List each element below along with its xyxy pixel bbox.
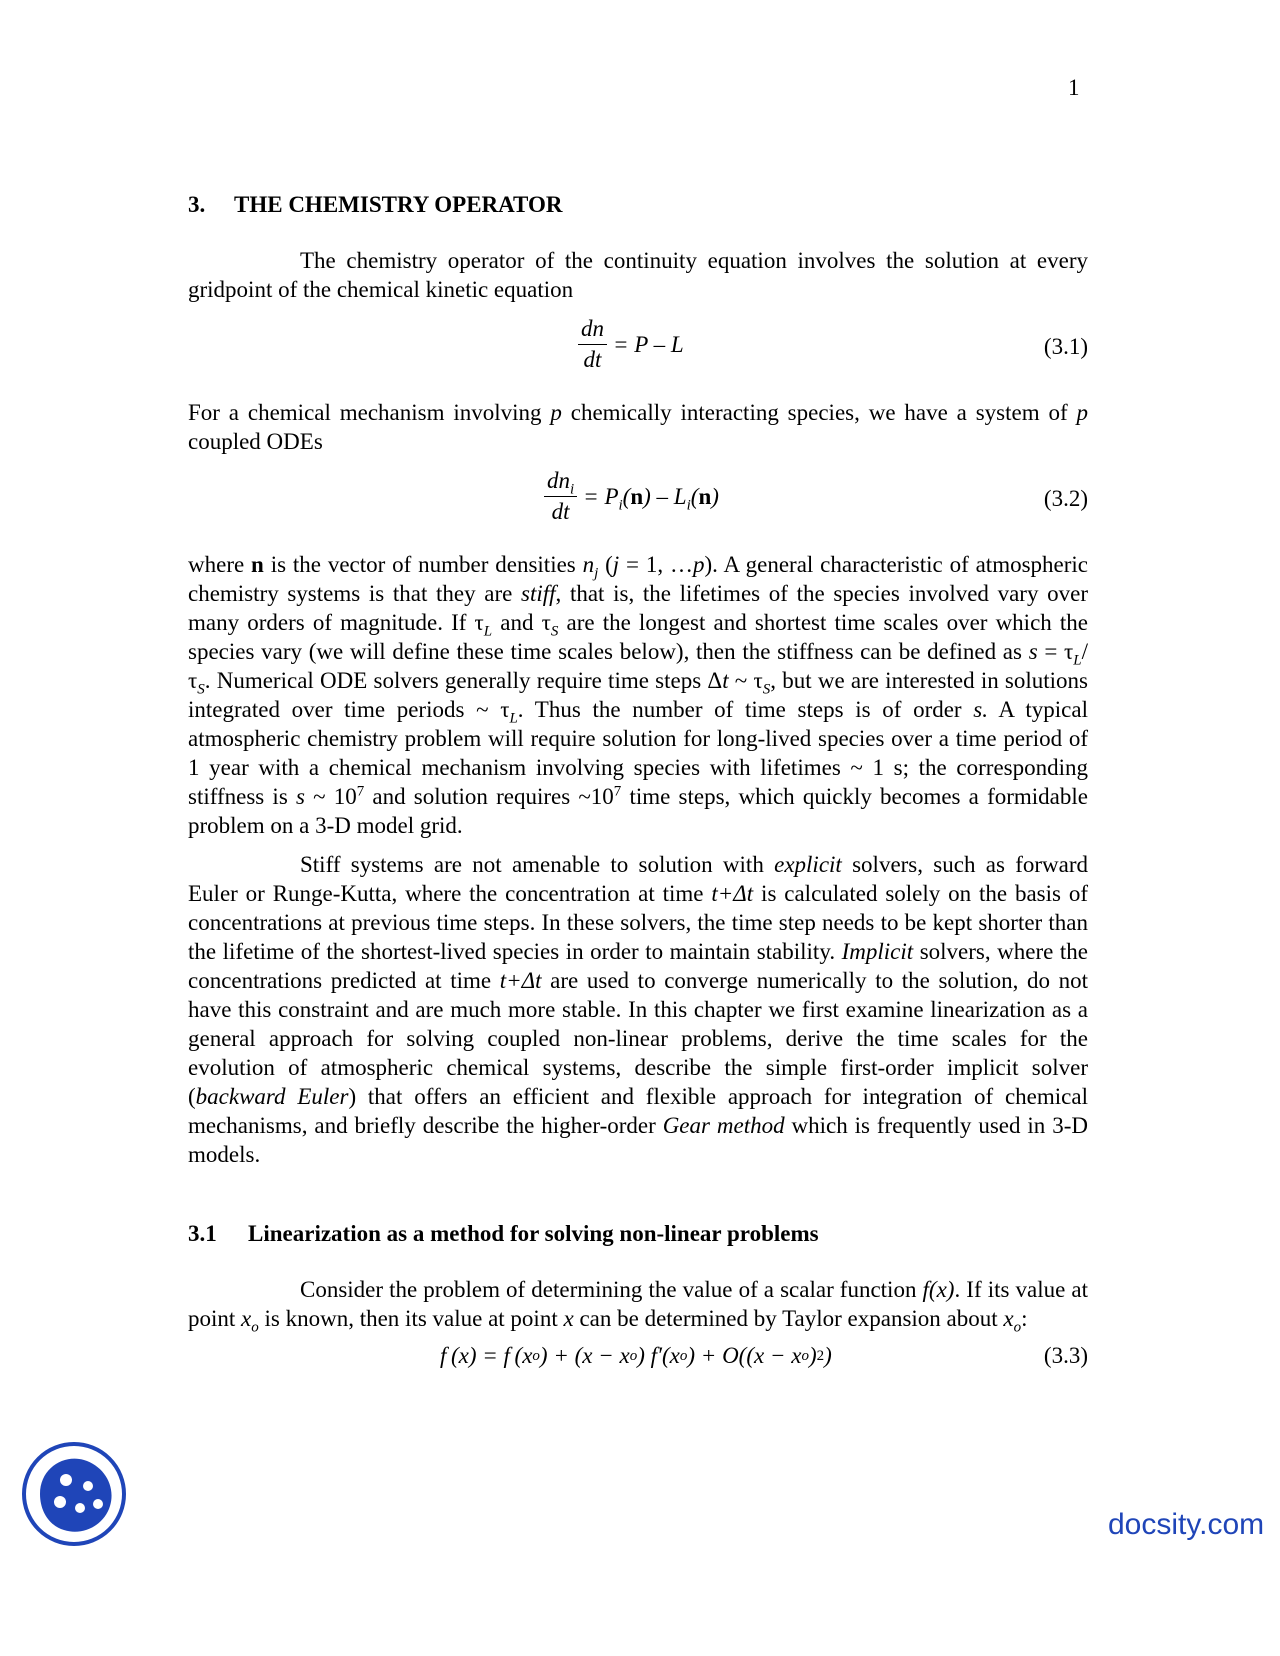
text-span: coupled ODEs bbox=[188, 429, 323, 454]
equation-3-2-label: (3.2) bbox=[1043, 486, 1088, 511]
equation-3-3-formula: f (x) = f (x o ) + (x − x o ) f′(x o ) + O((x − x o ) 2 ) bbox=[440, 1343, 832, 1368]
subsection-title: Linearization as a method for solving non-linear problems bbox=[248, 1221, 819, 1246]
text-span: chemically interacting species, we have a system of bbox=[561, 400, 1077, 425]
subsection-heading bbox=[188, 1219, 1088, 1249]
page-number: 1 bbox=[1068, 75, 1080, 100]
docsity-logo-icon bbox=[20, 1440, 128, 1548]
numerator-subscript: i bbox=[570, 481, 575, 498]
solvers-paragraph: Stiff systems are not amenable to solution with explicit solvers, such as forward Euler or Runge-Kutta, where the concentration at time t+Δt is calculated solely on the basis of concentrations at previous time steps. In these solvers, the time step needs to be kept shorter than the lifetime of the shortest-lived species in order to maintain stability. Implicit solvers, where the concentrations predicted at time t+Δt are used to converge numerically to the solution, do not have this constraint and are much more stable. In this chapter we first examine linearization as a general approach for solving coupled non-linear problems, derive the time scales for the evolution of atmospheric chemical systems, describe the simple first-order implicit solver (backward Euler) that offers an efficient and flexible approach for integration of chemical mechanisms, and briefly describe the higher-order Gear method which is frequently used in 3-D models. bbox=[188, 852, 1088, 1167]
equation-rhs: = $P_i(n) - L_i(n)$ bbox=[583, 483, 719, 514]
equation-3-2 bbox=[188, 468, 1088, 532]
fraction-denominator: dt bbox=[551, 499, 570, 524]
italic-p: p bbox=[550, 400, 562, 425]
equation-3-3-label: (3.3) bbox=[1043, 1343, 1088, 1368]
fraction-denominator: dt bbox=[583, 347, 602, 372]
page-content bbox=[188, 190, 1088, 1399]
section-heading bbox=[188, 190, 1088, 220]
mechanism-paragraph bbox=[188, 398, 1088, 456]
fraction-dni-dt bbox=[544, 468, 577, 525]
subsection-number: 3.1 bbox=[188, 1221, 217, 1246]
equation-3-1 bbox=[188, 316, 1088, 380]
fraction-numerator bbox=[544, 468, 577, 497]
fraction-numerator: dn bbox=[578, 316, 607, 345]
section-number: 3. bbox=[188, 192, 206, 217]
numerator-text: dn bbox=[547, 468, 570, 493]
equation-3-1-formula bbox=[578, 316, 684, 373]
intro-paragraph: The chemistry operator of the continuity equation involves the solution at every gridpoint of the chemical kinetic equation bbox=[188, 248, 1088, 302]
equation-3-2-formula bbox=[544, 468, 719, 525]
docsity-watermark[interactable]: docsity.com bbox=[1108, 1508, 1265, 1541]
section-title: THE CHEMISTRY OPERATOR bbox=[234, 192, 563, 217]
equation-rhs: = P – L bbox=[613, 331, 684, 357]
equation-3-3 bbox=[188, 1341, 1088, 1381]
taylor-paragraph: Consider the problem of determining the value of a scalar function f(x). If its value at point $x_o$ is known, then its value at point x can be determined by Taylor expansion about $x_o$: bbox=[188, 1277, 1088, 1336]
text-span: For a chemical mechanism involving bbox=[188, 400, 551, 425]
fraction-dn-dt bbox=[578, 316, 607, 373]
equation-3-1-label: (3.1) bbox=[1043, 334, 1088, 359]
italic-p: p bbox=[1076, 400, 1088, 425]
stiffness-paragraph: where n is the vector of number densities $n_j$ (j = 1, …p). A general characteristic of atmospheric chemistry systems is that they are stiff, that is, the lifetimes of the species involved vary over many orders of magnitude. If $\tau_L$ and $\tau_S$ are the longest and shortest time scales over which the species vary (we will define these time scales below), then the stiffness can be defined as $s = \tau_L/$ $\tau_S$. Numerical ODE solvers generally require time steps Δt ~ $\tau_S$, but we are interested in solutions integrated over time periods ~ $\tau_L$. Thus the number of time steps is of order s. A typical atmospheric chemistry problem will require solution for long-lived species over a time period of 1 year with a chemical mechanism involving species with lifetimes ~ 1 s; the corresponding stiffness is s ~ $10^7$ and solution requires $\sim 10^7$ time steps, which quickly becomes a formidable problem on a 3-D model grid. bbox=[188, 552, 1089, 838]
